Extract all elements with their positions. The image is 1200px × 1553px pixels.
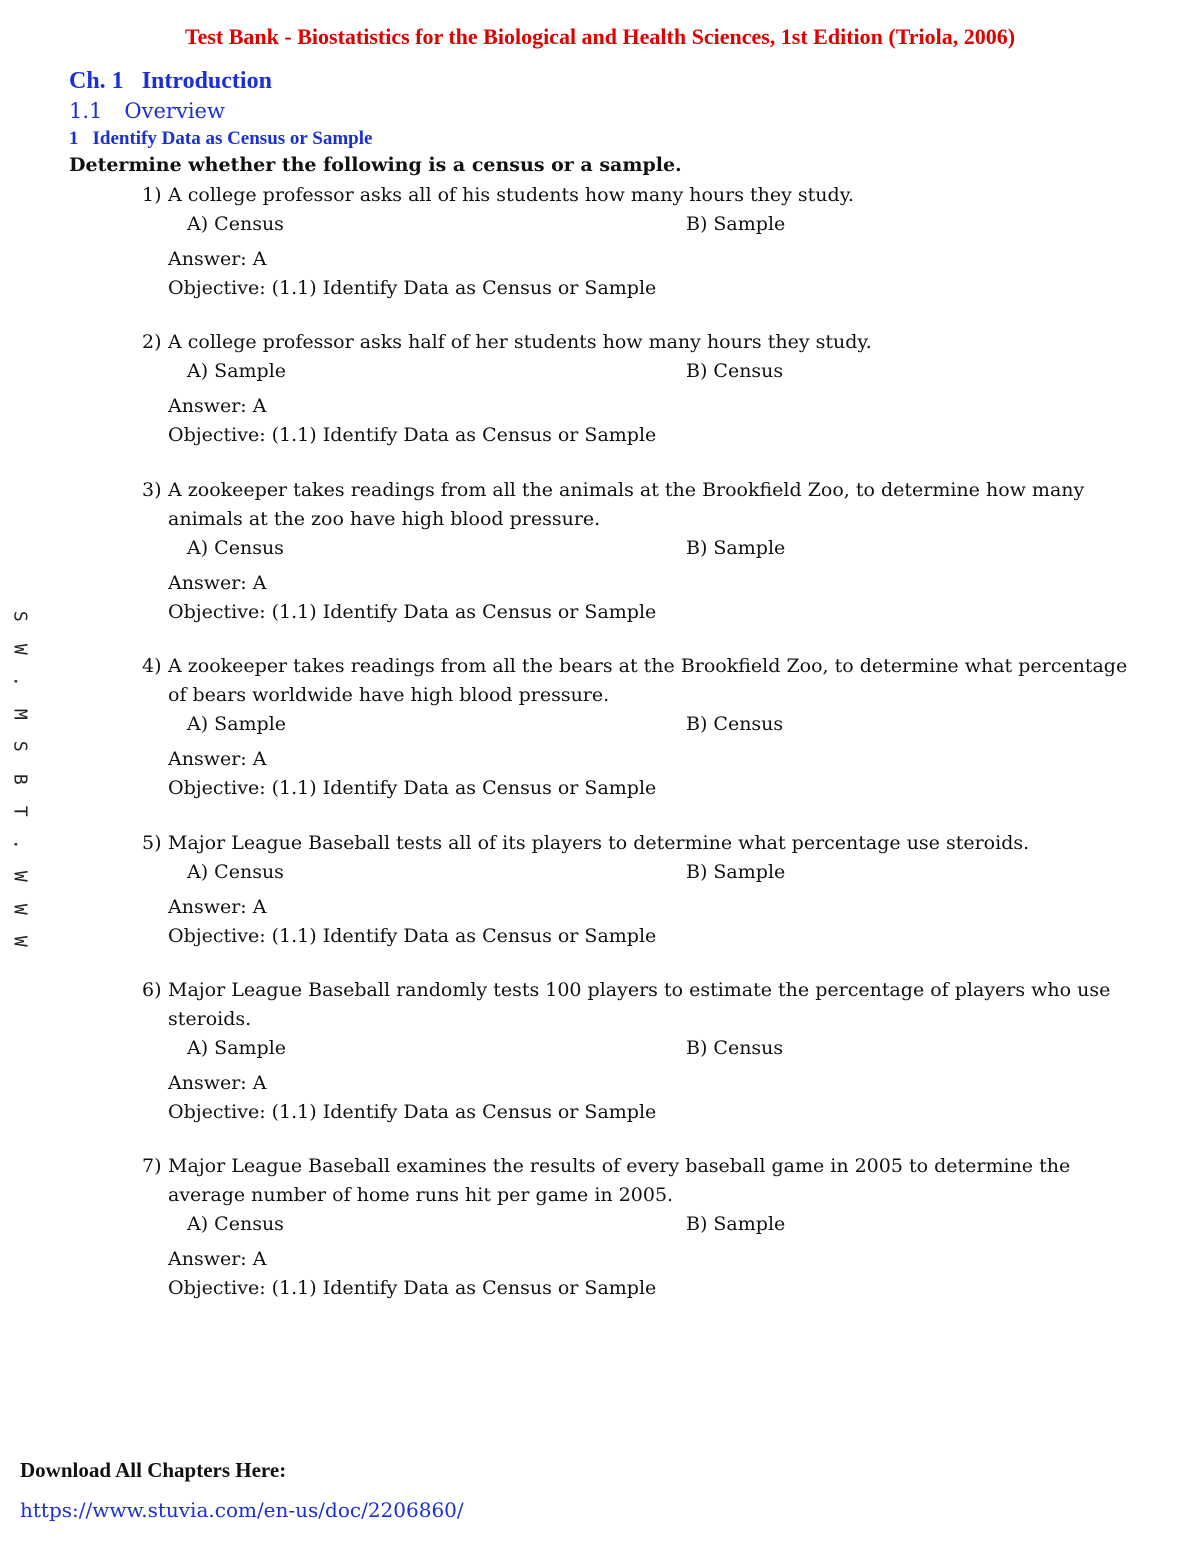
question-text: A college professor asks all of his students how many hours they study. <box>168 184 854 206</box>
watermark-char: W <box>9 935 31 947</box>
choice-a: A) Census <box>187 213 284 235</box>
answer-line: Answer: A <box>168 1248 267 1270</box>
objective-number: 1 <box>69 128 79 149</box>
answer-line: Answer: A <box>168 1072 267 1094</box>
question-item <box>142 976 1132 1127</box>
choice-a: A) Census <box>187 861 284 883</box>
choice-b: B) Sample <box>686 213 786 235</box>
question-number: 1) <box>142 184 162 206</box>
choice-b: B) Census <box>686 360 784 382</box>
choice-a: A) Sample <box>187 713 287 735</box>
objective-line: Objective: (1.1) Identify Data as Census or Sample <box>168 424 657 446</box>
watermark-char: W <box>9 643 31 655</box>
question-text: A zookeeper takes readings from all the animals at the Brookfield Zoo, to determine how many animals at the zoo have high blood pressure. <box>168 479 1085 530</box>
question-number: 3) <box>142 479 162 501</box>
choice-b: B) Sample <box>686 537 786 559</box>
question-text: Major League Baseball examines the results of every baseball game in 2005 to determine the average number of home runs hit per game in 2005. <box>168 1155 1071 1206</box>
chapter-title: Introduction <box>141 68 272 94</box>
objective-line: Objective: (1.1) Identify Data as Census or Sample <box>168 1101 657 1123</box>
objective-title: Identify Data as Census or Sample <box>92 128 373 149</box>
choice-a: A) Sample <box>187 360 287 382</box>
instructions: Determine whether the following is a census or a sample. <box>69 154 682 176</box>
watermark-char: M <box>9 708 31 720</box>
choice-b: B) Sample <box>686 861 786 883</box>
choice-b: B) Census <box>686 1037 784 1059</box>
answer-line: Answer: A <box>168 395 267 417</box>
answer-line: Answer: A <box>168 748 267 770</box>
question-item <box>142 652 1132 803</box>
watermark-char: . <box>9 838 31 850</box>
question-text: Major League Baseball tests all of its players to determine what percentage use steroids. <box>168 832 1030 854</box>
watermark-char: T <box>9 805 31 817</box>
watermark-char: S <box>9 610 31 622</box>
question-item <box>142 1152 1132 1303</box>
question-item <box>142 181 1132 303</box>
objective-line: Objective: (1.1) Identify Data as Census or Sample <box>168 777 657 799</box>
question-item <box>142 328 1132 450</box>
question-number: 5) <box>142 832 162 854</box>
section-number: 1.1 <box>69 99 103 123</box>
section-title: Overview <box>124 99 225 123</box>
answer-line: Answer: A <box>168 248 267 270</box>
choice-a: A) Census <box>187 1213 284 1235</box>
watermark-char: . <box>9 675 31 687</box>
objective-line: Objective: (1.1) Identify Data as Census or Sample <box>168 601 657 623</box>
question-number: 6) <box>142 979 162 1001</box>
chapter-number: Ch. 1 <box>69 68 124 94</box>
objective-heading <box>69 128 372 150</box>
question-item <box>142 829 1132 951</box>
question-text: A zookeeper takes readings from all the bears at the Brookfield Zoo, to determine what percentage of bears worldwide have high blood pressure. <box>168 655 1128 706</box>
objective-line: Objective: (1.1) Identify Data as Census or Sample <box>168 925 657 947</box>
document-title: Test Bank - Biostatistics for the Biological and Health Sciences, 1st Edition (Triola, 2006) <box>184 24 1016 49</box>
question-item <box>142 476 1132 627</box>
choice-b: B) Census <box>686 713 784 735</box>
choice-b: B) Sample <box>686 1213 786 1235</box>
answer-line: Answer: A <box>168 896 267 918</box>
answer-line: Answer: A <box>168 572 267 594</box>
question-number: 7) <box>142 1155 162 1177</box>
watermark-char: B <box>9 773 31 785</box>
question-text: A college professor asks half of her students how many hours they study. <box>168 331 872 353</box>
question-number: 2) <box>142 331 162 353</box>
objective-line: Objective: (1.1) Identify Data as Census or Sample <box>168 277 657 299</box>
question-number: 4) <box>142 655 162 677</box>
chapter-heading <box>69 68 272 95</box>
question-text: Major League Baseball randomly tests 100 players to estimate the percentage of players who use steroids. <box>168 979 1111 1030</box>
section-heading <box>69 99 225 123</box>
download-link[interactable]: https://www.stuvia.com/en-us/doc/2206860/ <box>20 1498 464 1522</box>
choice-a: A) Sample <box>187 1037 287 1059</box>
watermark-char: S <box>9 740 31 752</box>
choice-a: A) Census <box>187 537 284 559</box>
watermark-char: W <box>9 903 31 915</box>
side-watermark <box>6 600 32 958</box>
download-label: Download All Chapters Here: <box>20 1458 287 1482</box>
objective-line: Objective: (1.1) Identify Data as Census or Sample <box>168 1277 657 1299</box>
watermark-char: W <box>9 870 31 882</box>
